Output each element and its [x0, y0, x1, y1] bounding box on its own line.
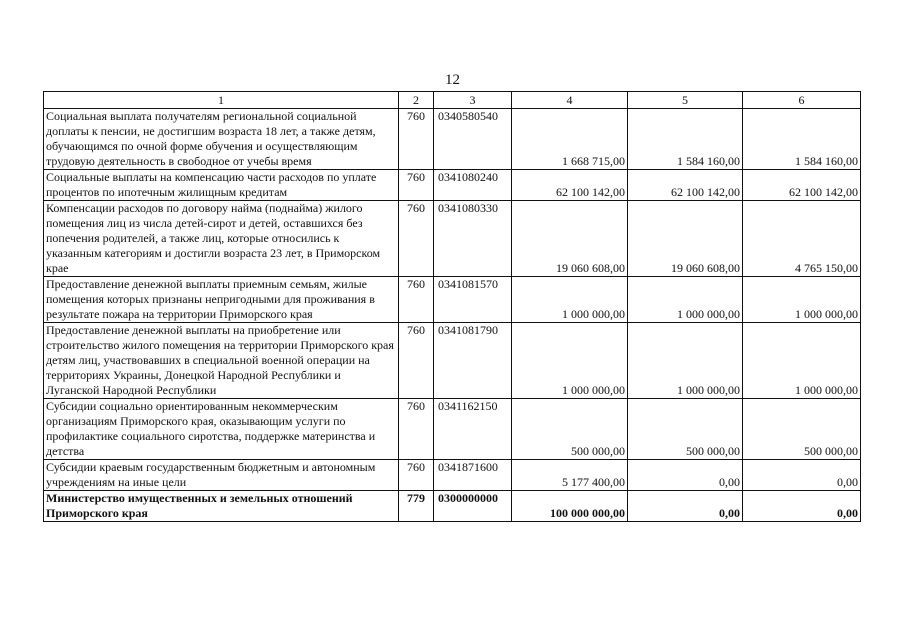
row-amount-2: 0,00	[628, 491, 743, 522]
row-grbs-code: 760	[399, 109, 434, 170]
row-grbs-code: 760	[399, 170, 434, 201]
table-row	[44, 109, 861, 170]
row-name: Предоставление денежной выплаты на приобретение или строительство жилого помещения на территории Приморского края детям лиц, участвовавших в специальной военной операции на территориях Украины, Донецкой Народной Республики и Луганской Народной Республики	[44, 323, 399, 399]
row-name: Социальные выплаты на компенсацию части расходов по уплате процентов по ипотечным жилищным кредитам	[44, 170, 399, 201]
row-amount-1: 5 177 400,00	[512, 460, 628, 491]
table-row	[44, 170, 861, 201]
table-row	[44, 277, 861, 323]
row-grbs-code: 760	[399, 460, 434, 491]
row-csr-code: 0341081570	[434, 277, 512, 323]
row-amount-2: 1 000 000,00	[628, 277, 743, 323]
row-amount-2: 1 000 000,00	[628, 323, 743, 399]
table-row	[44, 201, 861, 277]
row-amount-3: 4 765 150,00	[743, 201, 861, 277]
table-row	[44, 323, 861, 399]
row-amount-3: 0,00	[743, 491, 861, 522]
row-amount-1: 1 668 715,00	[512, 109, 628, 170]
row-amount-2: 19 060 608,00	[628, 201, 743, 277]
column-header-grbs: 2	[399, 92, 434, 109]
row-amount-3: 500 000,00	[743, 399, 861, 460]
row-name: Предоставление денежной выплаты приемным семьям, жилые помещения которых признаны непригодными для проживания в результате пожара на территории Приморского края	[44, 277, 399, 323]
row-csr-code: 0341162150	[434, 399, 512, 460]
column-header-name: 1	[44, 92, 399, 109]
row-grbs-code: 760	[399, 323, 434, 399]
table-row	[44, 460, 861, 491]
column-header-amount-3: 6	[743, 92, 861, 109]
row-name: Компенсации расходов по договору найма (поднайма) жилого помещения лиц из числа детей-сирот и детей, оставшихся без попечения родителей, а также лиц, которые относились к указанным категориям и достигли возраста 23 лет, в Приморском крае	[44, 201, 399, 277]
row-name: Субсидии краевым государственным бюджетным и автономным учреждениям на иные цели	[44, 460, 399, 491]
row-amount-1: 62 100 142,00	[512, 170, 628, 201]
row-amount-1: 1 000 000,00	[512, 323, 628, 399]
row-amount-3: 62 100 142,00	[743, 170, 861, 201]
row-csr-code: 0341080240	[434, 170, 512, 201]
column-header-amount-1: 4	[512, 92, 628, 109]
row-amount-1: 100 000 000,00	[512, 491, 628, 522]
row-amount-3: 1 000 000,00	[743, 323, 861, 399]
row-amount-3: 0,00	[743, 460, 861, 491]
column-header-amount-2: 5	[628, 92, 743, 109]
row-name: Министерство имущественных и земельных отношений Приморского края	[44, 491, 399, 522]
row-csr-code: 0341080330	[434, 201, 512, 277]
column-header-csr: 3	[434, 92, 512, 109]
row-grbs-code: 760	[399, 399, 434, 460]
row-csr-code: 0341871600	[434, 460, 512, 491]
table-row	[44, 399, 861, 460]
row-amount-2: 62 100 142,00	[628, 170, 743, 201]
row-grbs-code: 779	[399, 491, 434, 522]
row-amount-3: 1 584 160,00	[743, 109, 861, 170]
row-grbs-code: 760	[399, 201, 434, 277]
row-csr-code: 0300000000	[434, 491, 512, 522]
budget-table	[43, 91, 861, 522]
row-amount-1: 500 000,00	[512, 399, 628, 460]
row-amount-3: 1 000 000,00	[743, 277, 861, 323]
column-number-row	[44, 92, 861, 109]
row-csr-code: 0340580540	[434, 109, 512, 170]
row-name: Социальная выплата получателям региональной социальной доплаты к пенсии, не достигшим возраста 18 лет, а также детям, обучающимся по очной форме обучения и осуществляющим трудовую деятельность в свободное от учебы время	[44, 109, 399, 170]
row-amount-1: 19 060 608,00	[512, 201, 628, 277]
row-grbs-code: 760	[399, 277, 434, 323]
row-amount-2: 500 000,00	[628, 399, 743, 460]
row-name: Субсидии социально ориентированным некоммерческим организациям Приморского края, оказывающим услуги по профилактике социального сиротства, поддержке материнства и детства	[44, 399, 399, 460]
row-amount-2: 0,00	[628, 460, 743, 491]
row-amount-2: 1 584 160,00	[628, 109, 743, 170]
row-amount-1: 1 000 000,00	[512, 277, 628, 323]
table-row-ministry	[44, 491, 861, 522]
row-csr-code: 0341081790	[434, 323, 512, 399]
page-number: 12	[445, 72, 460, 88]
